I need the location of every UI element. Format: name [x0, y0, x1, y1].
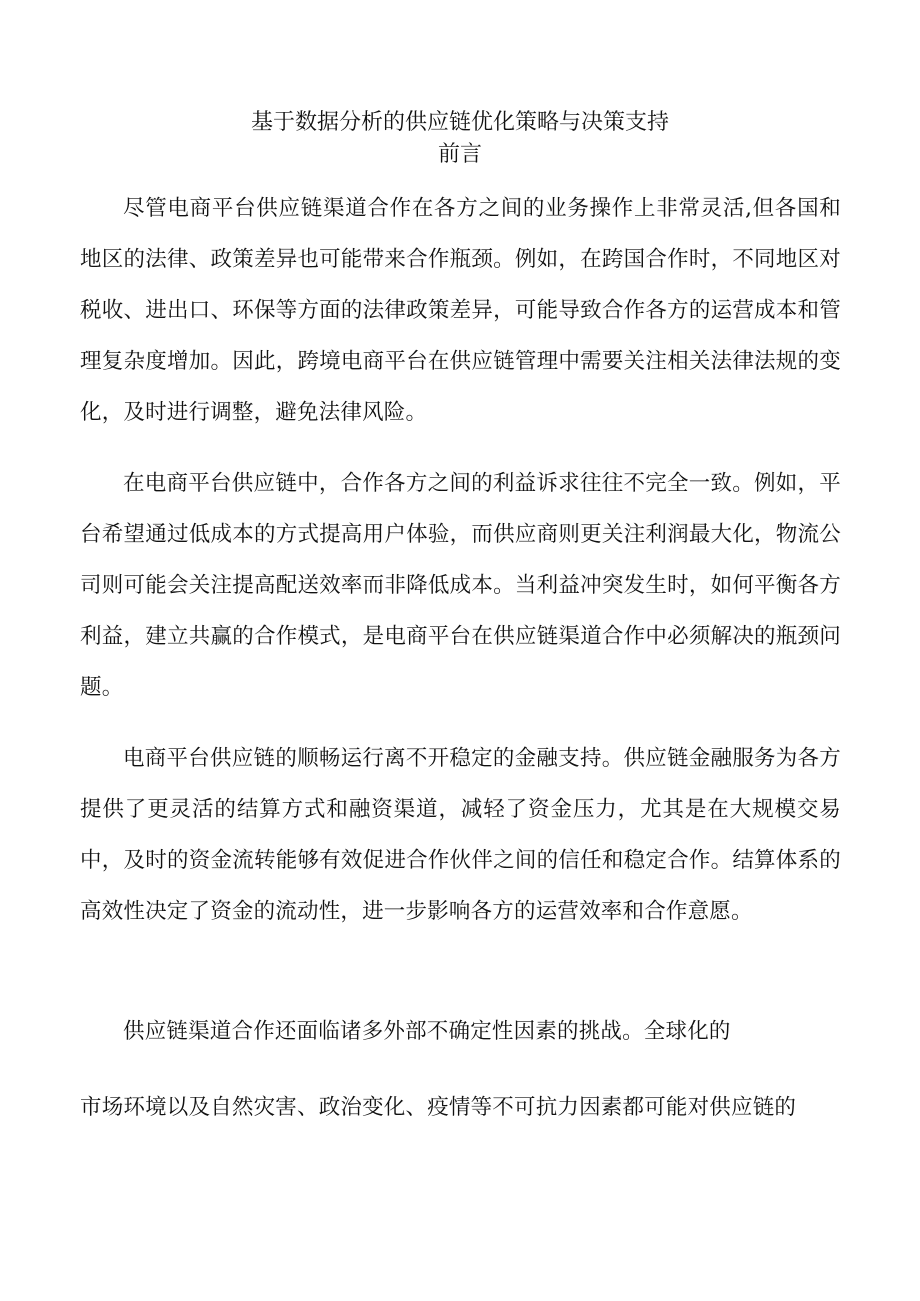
- paragraph-external-uncertainty-continued: 市场环境以及自然灾害、政治变化、疫情等不可抗力因素都可能对供应链的: [80, 1095, 797, 1120]
- paragraph-external-uncertainty: 供应链渠道合作还面临诸多外部不确定性因素的挑战。全球化的: [123, 1019, 731, 1044]
- section-heading-preface: 前言: [437, 142, 482, 167]
- paragraph-financial-support: 电商平台供应链的顺畅运行离不开稳定的金融支持。供应链金融服务为各方提供了更灵活的结算方式和融资渠道，减轻了资金压力，尤其是在大规模交易中，及时的资金流转能够有效促进合作伙伴之间的信任和稳定合作。结算体系的高效性决定了资金的流动性，进一步影响各方的运营效率和合作意愿。: [80, 746, 841, 924]
- paragraph-interest-conflicts: 在电商平台供应链中，合作各方之间的利益诉求往往不完全一致。例如，平台希望通过低成本的方式提高用户体验，而供应商则更关注利润最大化，物流公司则可能会关注提高配送效率而非降低成本。当利益冲突发生时，如何平衡各方利益，建立共赢的合作模式，是电商平台在供应链渠道合作中必须解决的瓶颈问题。: [80, 471, 841, 700]
- document-title: 基于数据分析的供应链优化策略与决策支持: [250, 110, 669, 135]
- paragraph-legal-policy-differences: 尽管电商平台供应链渠道合作在各方之间的业务操作上非常灵活,但各国和地区的法律、政策差异也可能带来合作瓶颈。例如，在跨国合作时，不同地区对税收、进出口、环保等方面的法律政策差异，可能导致合作各方的运营成本和管理复杂度增加。因此，跨境电商平台在供应链管理中需要关注相关法律法规的变化，及时进行调整，避免法律风险。: [80, 196, 841, 425]
